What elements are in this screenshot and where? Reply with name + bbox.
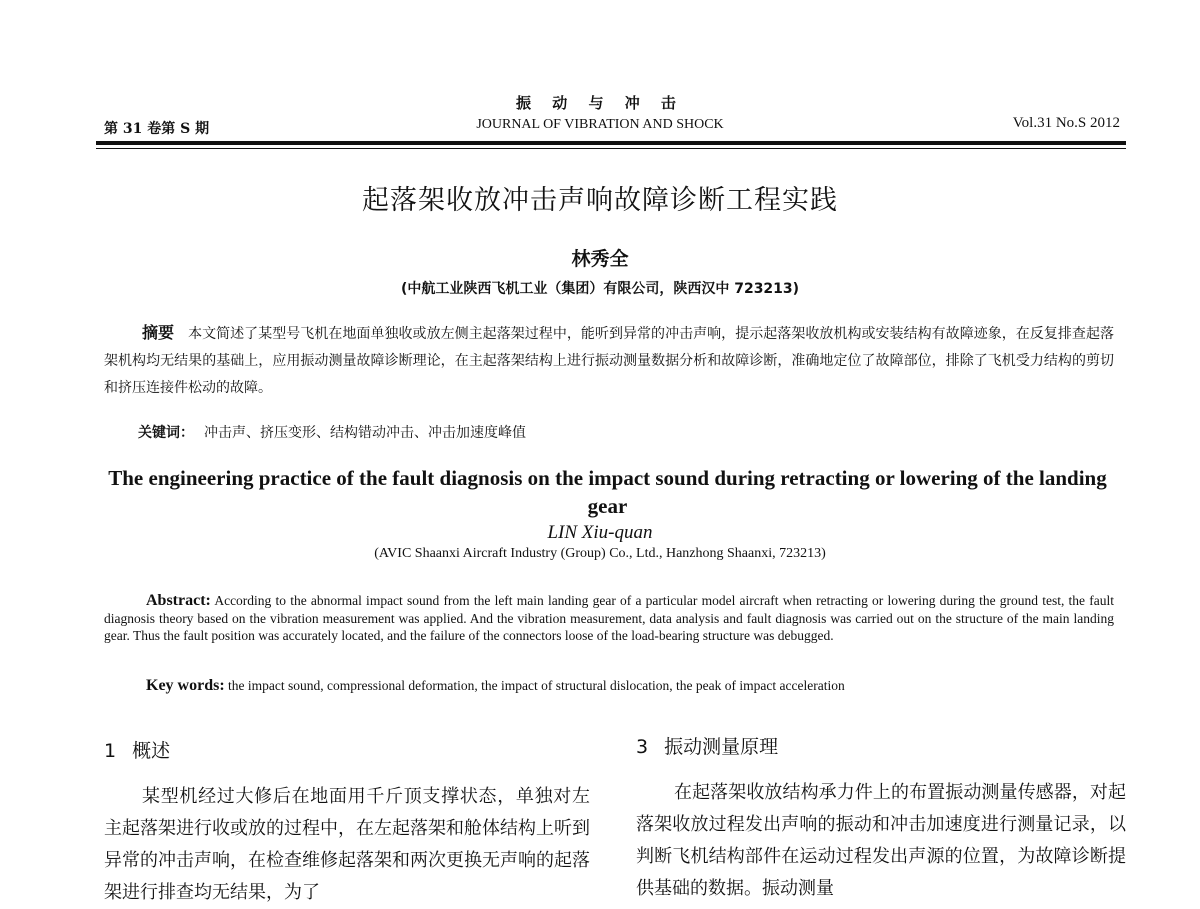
- paper-title-en: The engineering practice of the fault diagnosis on the impact sound during retracting or lowering of the landing gear: [108, 466, 1107, 518]
- journal-name-cn: 振 动 与 冲 击: [516, 94, 684, 112]
- keywords-en-label: Key words:: [146, 677, 225, 694]
- keywords-cn-label: 关键词：: [138, 425, 194, 441]
- header-rule-thin: [96, 148, 1126, 149]
- section-3-title: 振动测量原理: [664, 736, 779, 758]
- abstract-cn-label: 摘要: [142, 323, 175, 342]
- keywords-en: [146, 677, 845, 695]
- journal-name-en: JOURNAL OF VIBRATION AND SHOCK: [476, 117, 724, 132]
- header-rule-thick: [96, 141, 1126, 145]
- abstract-en-text: According to the abnormal impact sound from the left main landing gear of a particular model aircraft when retracting or lowering during the ground test, the fault diagnosis theory based on the vibration measurement was applied. And the vibration measurement, data analysis and fault diagnosis was carried out on the structure of the main landing gear. Thus the fault position was accurately located, and the failure of the connectors loose of the load-bearing structure was debugged.: [104, 593, 1114, 643]
- section-1-number: 1: [104, 740, 117, 762]
- abstract-cn: [104, 319, 1114, 402]
- volume-en: Vol.31 No.S 2012: [1012, 115, 1120, 131]
- affiliation-cn: (中航工业陕西飞机工业（集团）有限公司，陕西汉中 723213): [400, 281, 800, 297]
- abstract-cn-text: 本文简述了某型号飞机在地面单独收或放左侧主起落架过程中，能听到异常的冲击声响，提示起落架收放机构或安装结构有故障迹象，在反复排查起落架机构均无结果的基础上，应用振动测量故障诊断理论，在主起落架结构上进行振动测量数据分析和故障诊断，准确地定位了故障部位，排除了飞机受力结构的剪切和挤压连接件松动的故障。: [104, 326, 1114, 396]
- paper-title-cn: 起落架收放冲击声响故障诊断工程实践: [362, 185, 838, 216]
- author-cn: 林秀全: [571, 248, 629, 270]
- section-3-body: 在起落架收放结构承力件上的布置振动测量传感器，对起落架收放过程发出声响的振动和冲击加速度进行测量记录，以判断飞机结构部件在运动过程发出声源的位置，为故障诊断提供基础的数据。振动测量: [636, 782, 1126, 899]
- author-en: LIN Xiu-quan: [547, 522, 653, 543]
- affiliation-en: (AVIC Shaanxi Aircraft Industry (Group) Co., Ltd., Hanzhong Shaanxi, 723213): [374, 546, 826, 561]
- section-1-heading: [104, 736, 170, 763]
- keywords-en-text: the impact sound, compressional deformation, the impact of structural dislocation, the peak of impact acceleration: [228, 678, 845, 693]
- section-1-title: 概述: [132, 740, 171, 762]
- abstract-en: [104, 592, 1114, 645]
- section-3-number: 3: [636, 736, 649, 758]
- section-3-heading: [636, 732, 778, 759]
- volume-cn: 第 31 卷第 S 期: [104, 121, 210, 137]
- keywords-cn-text: 冲击声、挤压变形、结构错动冲击、冲击加速度峰值: [204, 425, 526, 441]
- abstract-en-label: Abstract:: [146, 592, 211, 609]
- section-1-body: 某型机经过大修后在地面用千斤顶支撑状态，单独对左主起落架进行收或放的过程中，在左起落架和舱体结构上听到异常的冲击声响，在检查维修起落架和两次更换无声响的起落架进行排查均无结果，为了: [104, 786, 590, 903]
- keywords-cn: [138, 422, 526, 442]
